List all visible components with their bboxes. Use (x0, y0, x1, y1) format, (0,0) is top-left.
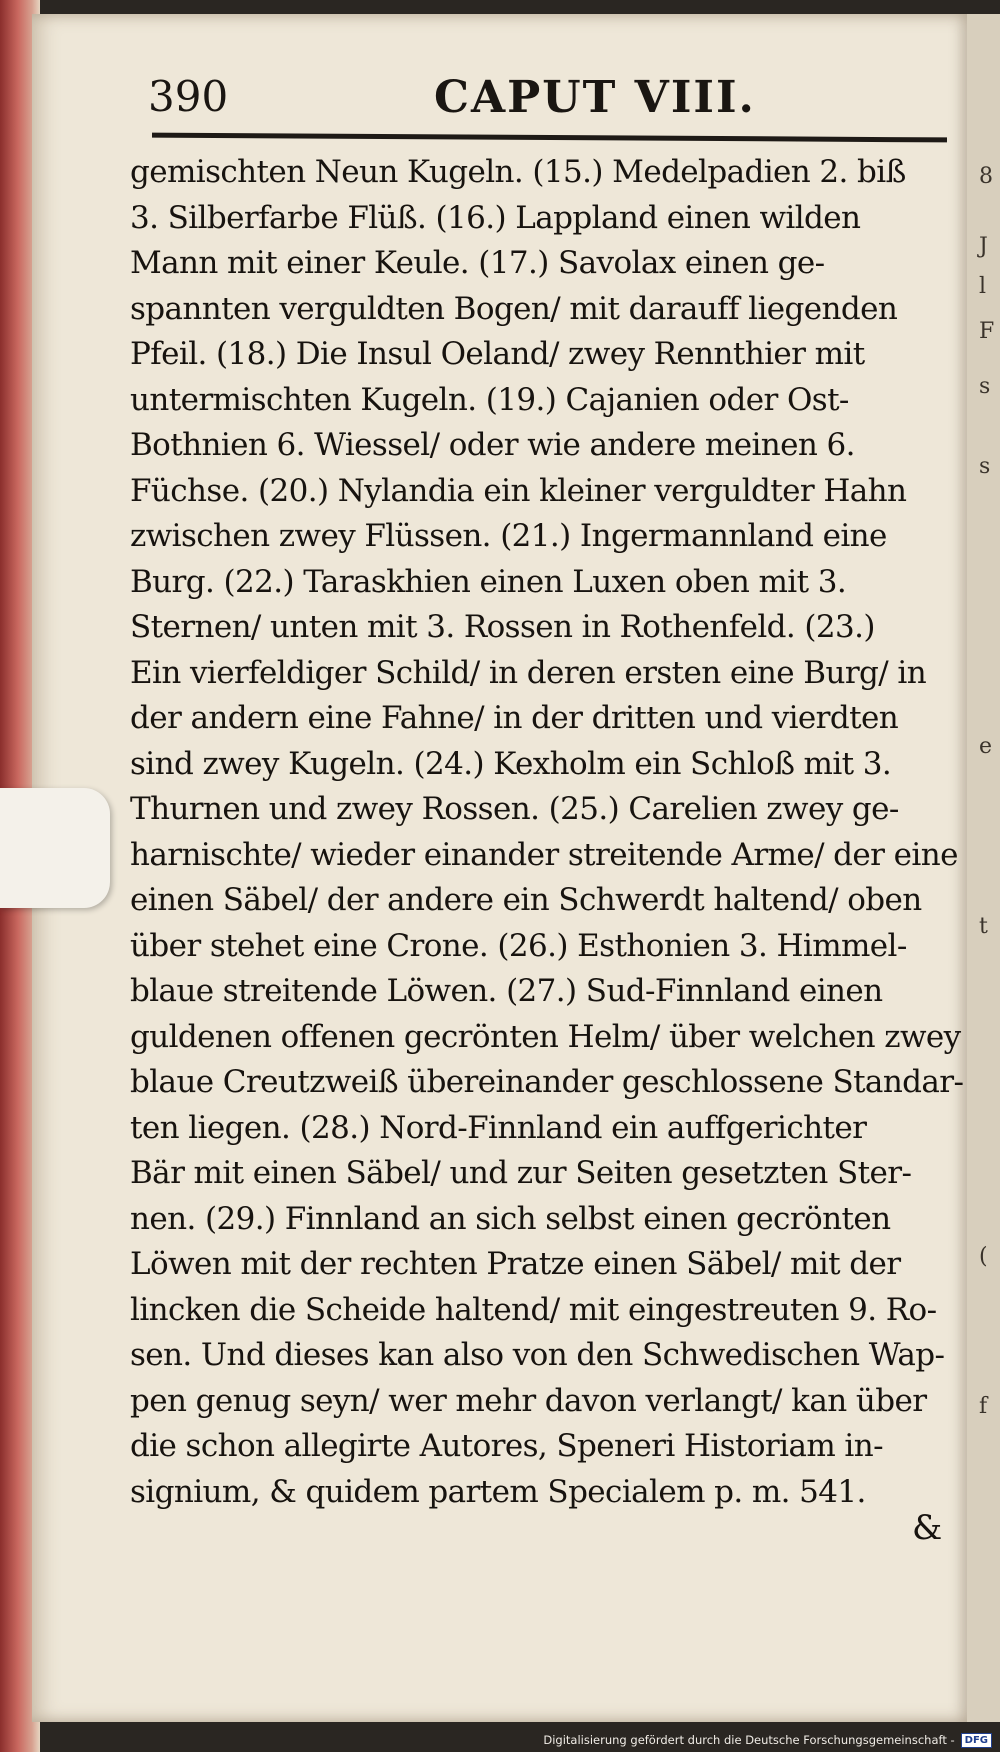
text-line: Bär mit einen Säbel/ und zur Seiten gesetzten Ster- (130, 1155, 912, 1191)
page-header (148, 72, 948, 132)
text-line: Thurnen und zwey Rossen. (25.) Carelien zwey ge- (130, 791, 899, 827)
text-line: lincken die Scheide haltend/ mit eingestreuten 9. Ro- (130, 1291, 937, 1328)
adjacent-page-fragment: 8 (979, 164, 993, 189)
adjacent-page-fragment: F (979, 319, 995, 344)
funding-credit: Digitalisierung gefördert durch die Deutsche Forschungsgemeinschaft - (543, 1733, 955, 1747)
text-line: Ein vierfeldiger Schild/ in deren ersten eine Burg/ in (130, 654, 927, 691)
page-number: 390 (148, 72, 229, 121)
adjacent-page-fragment: s (979, 374, 991, 399)
adjacent-page-fragment: l (979, 274, 987, 299)
page-marker-tab (0, 788, 110, 908)
running-title: CAPUT VIII. (434, 72, 756, 123)
adjacent-page-fragment: t (979, 914, 988, 939)
text-line: nen. (29.) Finnland an sich selbst einen gecrönten (130, 1200, 891, 1237)
text-line: guldenen offenen gecrönten Helm/ über welchen zwey (130, 1018, 961, 1055)
text-line: untermischten Kugeln. (19.) Cajanien oder Ost- (130, 381, 849, 418)
text-line: Sternen/ unten mit 3. Rossen in Rothenfeld. (23.) (130, 609, 875, 645)
adjacent-page-fragment: e (979, 734, 993, 759)
text-line: Füchse. (20.) Nylandia ein kleiner verguldter Hahn (130, 472, 907, 509)
text-line: harnischte/ wieder einander streitende Arme/ der eine (130, 836, 958, 873)
text-line: Mann mit einer Keule. (17.) Savolax einen ge- (130, 245, 825, 281)
text-line: blaue streitende Löwen. (27.) Sud-Finnland einen (130, 973, 883, 1009)
text-line: Burg. (22.) Taraskhien einen Luxen oben mit 3. (130, 563, 847, 600)
adjacent-page-fragment: J (979, 234, 988, 259)
adjacent-page-fragment: s (979, 454, 991, 479)
text-line: sen. Und dieses kan also von den Schwedischen Wap- (130, 1337, 945, 1373)
text-line: signium, & quidem partem Specialem p. m. 541. (130, 1473, 866, 1510)
adjacent-page-fragment: f (979, 1394, 988, 1419)
digitization-footer (543, 1728, 992, 1752)
text-line: spannten verguldten Bogen/ mit darauff liegenden (130, 290, 898, 327)
text-line: Löwen mit der rechten Pratze einen Säbel/ mit der (130, 1246, 901, 1282)
text-line: blaue Creutzweiß übereinander geschlossene Standar- (130, 1064, 964, 1100)
text-line: die schon allegirte Autores, Speneri Historiam in- (130, 1428, 883, 1464)
text-line: Pfeil. (18.) Die Insul Oeland/ zwey Rennthier mit (130, 336, 865, 372)
text-line: ten liegen. (28.) Nord-Finnland ein auffgerichter (130, 1109, 867, 1146)
catchword: & (912, 1508, 943, 1548)
text-line: sind zwey Kugeln. (24.) Kexholm ein Schloß mit 3. (130, 745, 892, 782)
dfg-logo: DFG (961, 1733, 992, 1748)
adjacent-page-fragment: ( (979, 1244, 988, 1269)
text-line: der andern eine Fahne/ in der dritten und vierdten (130, 700, 899, 736)
text-line: pen genug seyn/ wer mehr davon verlangt/ kan über (130, 1382, 927, 1419)
text-line: einen Säbel/ der andere ein Schwerdt haltend/ oben (130, 882, 922, 918)
adjacent-page-edge (967, 14, 1000, 1722)
text-line: über stehet eine Crone. (26.) Esthonien 3. Himmel- (130, 927, 907, 964)
text-line: zwischen zwey Flüssen. (21.) Ingermannland eine (130, 518, 887, 554)
text-line: Bothnien 6. Wiessel/ oder wie andere meinen 6. (130, 427, 855, 463)
body-text (130, 150, 964, 1515)
text-line: 3. Silberfarbe Flüß. (16.) Lappland einen wilden (130, 199, 861, 236)
text-line: gemischten Neun Kugeln. (15.) Medelpadien 2. biß (130, 154, 906, 190)
